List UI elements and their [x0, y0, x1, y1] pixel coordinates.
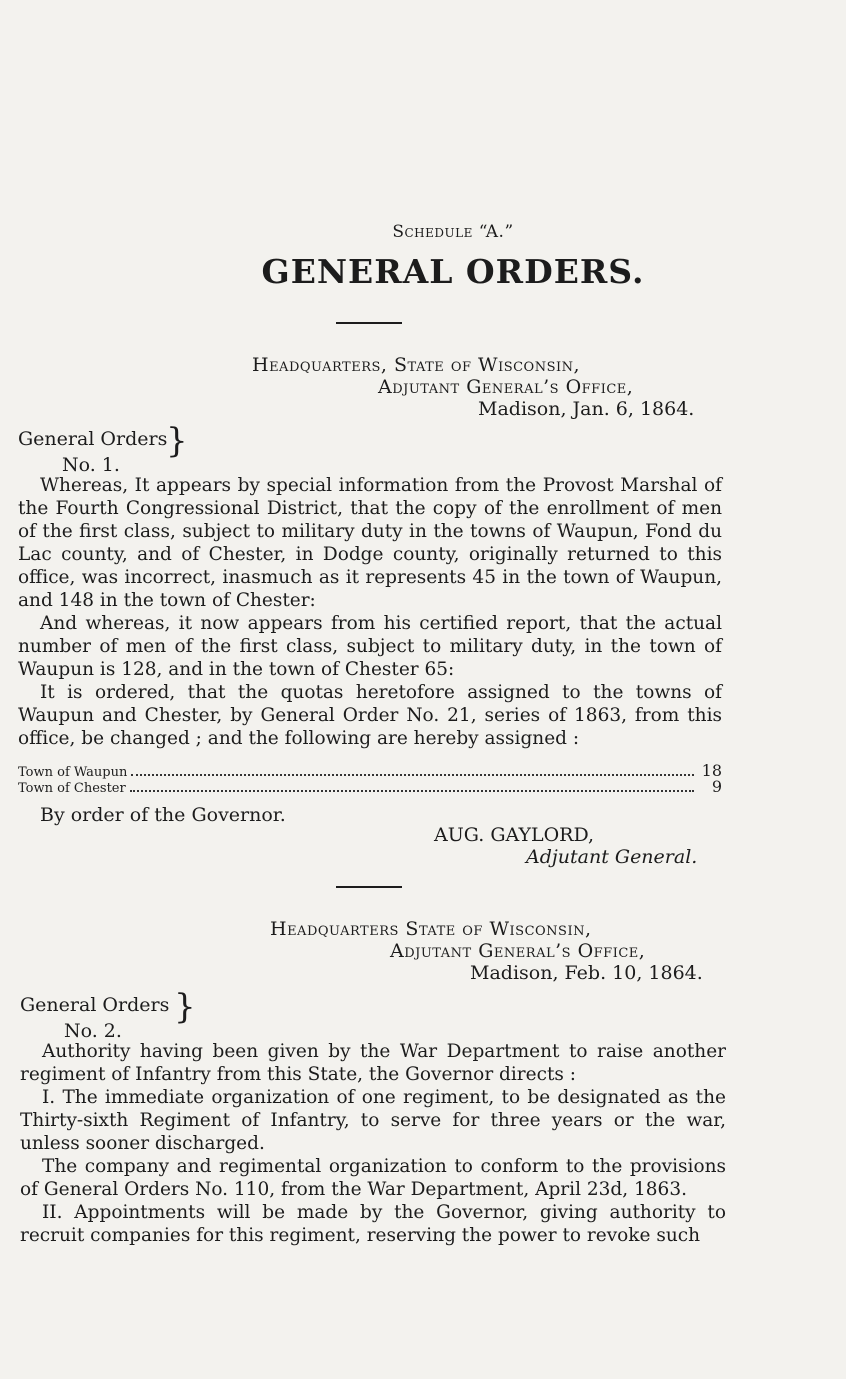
quota-value: 9: [711, 777, 722, 796]
order2-paragraph: II. Appointments will be made by the Governor, giving authority to recruit companies for this regiment, reserving the power to revoke such: [20, 1202, 726, 1246]
order2-label-line2: No. 2.: [64, 1020, 122, 1042]
divider-rule: [336, 886, 402, 888]
brace-icon: }: [174, 987, 196, 1027]
brace-icon: }: [166, 421, 188, 461]
quota-row: [18, 761, 722, 780]
quota-list: [18, 761, 722, 796]
quota-row: [18, 777, 722, 796]
order2-label-line1: General Orders: [20, 994, 170, 1016]
order2-body: [20, 1040, 726, 1247]
signer-title: Adjutant General.: [526, 846, 698, 868]
order1-label-line1: General Orders: [18, 428, 168, 450]
order2-header-line3: Madison, Feb. 10, 1864.: [470, 962, 703, 984]
order1-paragraph: Whereas, It appears by special information from the Provost Marshal of the Fourth Congressional District, that the copy of the enrollment of men of the first class, subject to military duty in the towns of Waupun, Fond du Lac county, and of Chester, in Dodge county, originally returned to this office, was incorrect, inasmuch as it represents 45 in the town of Waupun, and 148 in the town of Chester:: [18, 475, 722, 611]
order1-body: [18, 474, 722, 750]
by-order-line: By order of the Governor.: [40, 804, 286, 826]
order1-paragraph: And whereas, it now appears from his certified report, that the actual number of men of the first class, subject to military duty, in the town of Waupun is 128, and in the town of Chester 65:: [18, 613, 722, 680]
order1-header-line2: Adjutant General’s Office,: [378, 376, 634, 398]
order1-header-line1: Headquarters, State of Wisconsin,: [252, 354, 581, 376]
order2-paragraph: Authority having been given by the War Department to raise another regiment of Infantry from this State, the Governor directs :: [20, 1041, 726, 1085]
order1-paragraph: It is ordered, that the quotas heretofore assigned to the towns of Waupun and Chester, by General Order No. 21, series of 1863, from this office, be changed ; and the following are hereby assigned :: [18, 682, 722, 749]
order1-label: [18, 426, 167, 478]
order2-header-line2: Adjutant General’s Office,: [390, 940, 646, 962]
quota-town: Town of Chester: [18, 781, 126, 796]
order2-label: [20, 992, 169, 1044]
order1-header-line3: Madison, Jan. 6, 1864.: [478, 398, 695, 420]
order2-header-line1: Headquarters State of Wisconsin,: [270, 918, 592, 940]
order2-paragraph: The company and regimental organization to conform to the provisions of General Orders No. 110, from the War Department, April 23d, 1863.: [20, 1156, 726, 1200]
quota-town: Town of Waupun: [18, 765, 128, 780]
divider-rule: [336, 322, 402, 324]
quota-value: 18: [701, 761, 722, 780]
page-title: GENERAL ORDERS.: [261, 252, 645, 291]
order1-label-line2: No. 1.: [62, 454, 120, 476]
leader-dots: [131, 774, 694, 776]
signer-name: AUG. GAYLORD,: [434, 824, 595, 846]
leader-dots: [130, 790, 694, 792]
order2-paragraph: I. The immediate organization of one regiment, to be designated as the Thirty-sixth Regiment of Infantry, to serve for three years or the war, unless sooner discharged.: [20, 1087, 726, 1154]
schedule-heading: Schedule “A.”: [392, 222, 514, 242]
